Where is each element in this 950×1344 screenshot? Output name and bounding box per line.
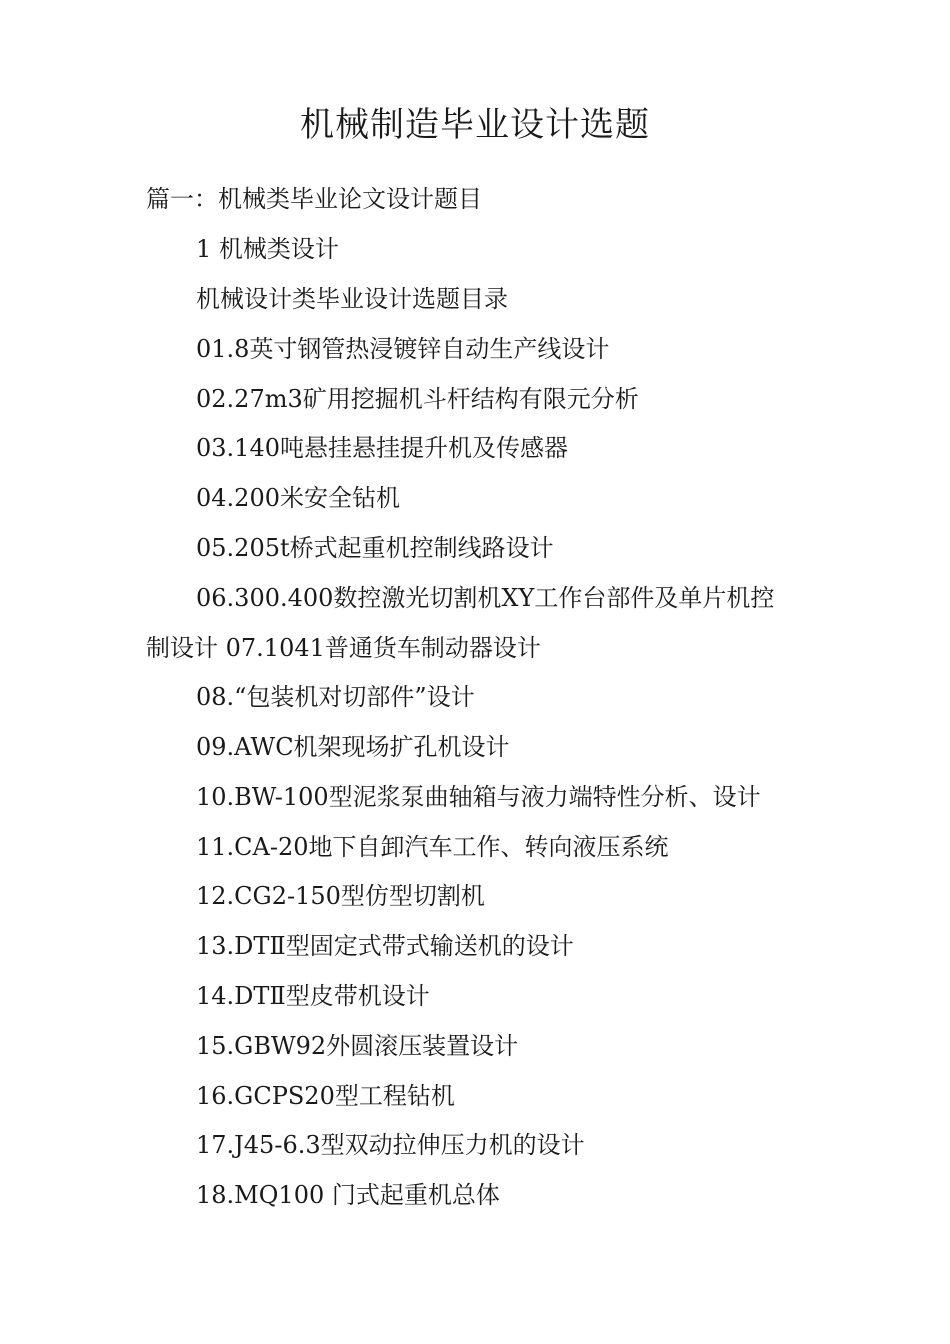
list-item: 01.8英寸钢管热浸镀锌自动生产线设计	[196, 335, 610, 363]
list-item: 14.DTⅡ型皮带机设计	[196, 982, 430, 1010]
list-item: 06.300.400数控激光切割机XY工作台部件及单片机控	[196, 584, 775, 612]
list-item: 16.GCPS20型工程钻机	[196, 1082, 455, 1110]
list-item: 17.J45-6.3型双动拉伸压力机的设计	[196, 1131, 585, 1159]
list-item: 08.“包装机对切部件”设计	[196, 683, 475, 711]
list-item: 13.DTⅡ型固定式带式输送机的设计	[196, 932, 574, 960]
document-title: 机械制造毕业设计选题	[300, 105, 650, 145]
list-item-continuation: 制设计 07.1041普通货车制动器设计	[146, 634, 541, 662]
list-item: 10.BW-100型泥浆泵曲轴箱与液力端特性分析、设计	[196, 783, 761, 811]
list-heading: 机械设计类毕业设计选题目录	[196, 285, 508, 313]
list-item: 18.MQ100 门式起重机总体	[196, 1181, 500, 1209]
subsection-heading: 1 机械类设计	[196, 235, 339, 263]
list-item: 12.CG2-150型仿型切割机	[196, 882, 485, 910]
list-item: 03.140吨悬挂悬挂提升机及传感器	[196, 434, 568, 462]
section-heading: 篇一：机械类毕业论文设计题目	[146, 185, 482, 213]
list-item: 02.27m3矿用挖掘机斗杆结构有限元分析	[196, 385, 639, 413]
list-item: 09.AWC机架现场扩孔机设计	[196, 733, 510, 761]
list-item: 11.CA-20地下自卸汽车工作、转向液压系统	[196, 833, 669, 861]
list-item: 15.GBW92外圆滚压装置设计	[196, 1032, 519, 1060]
list-item: 04.200米安全钻机	[196, 484, 400, 512]
list-item: 05.205t桥式起重机控制线路设计	[196, 534, 554, 562]
